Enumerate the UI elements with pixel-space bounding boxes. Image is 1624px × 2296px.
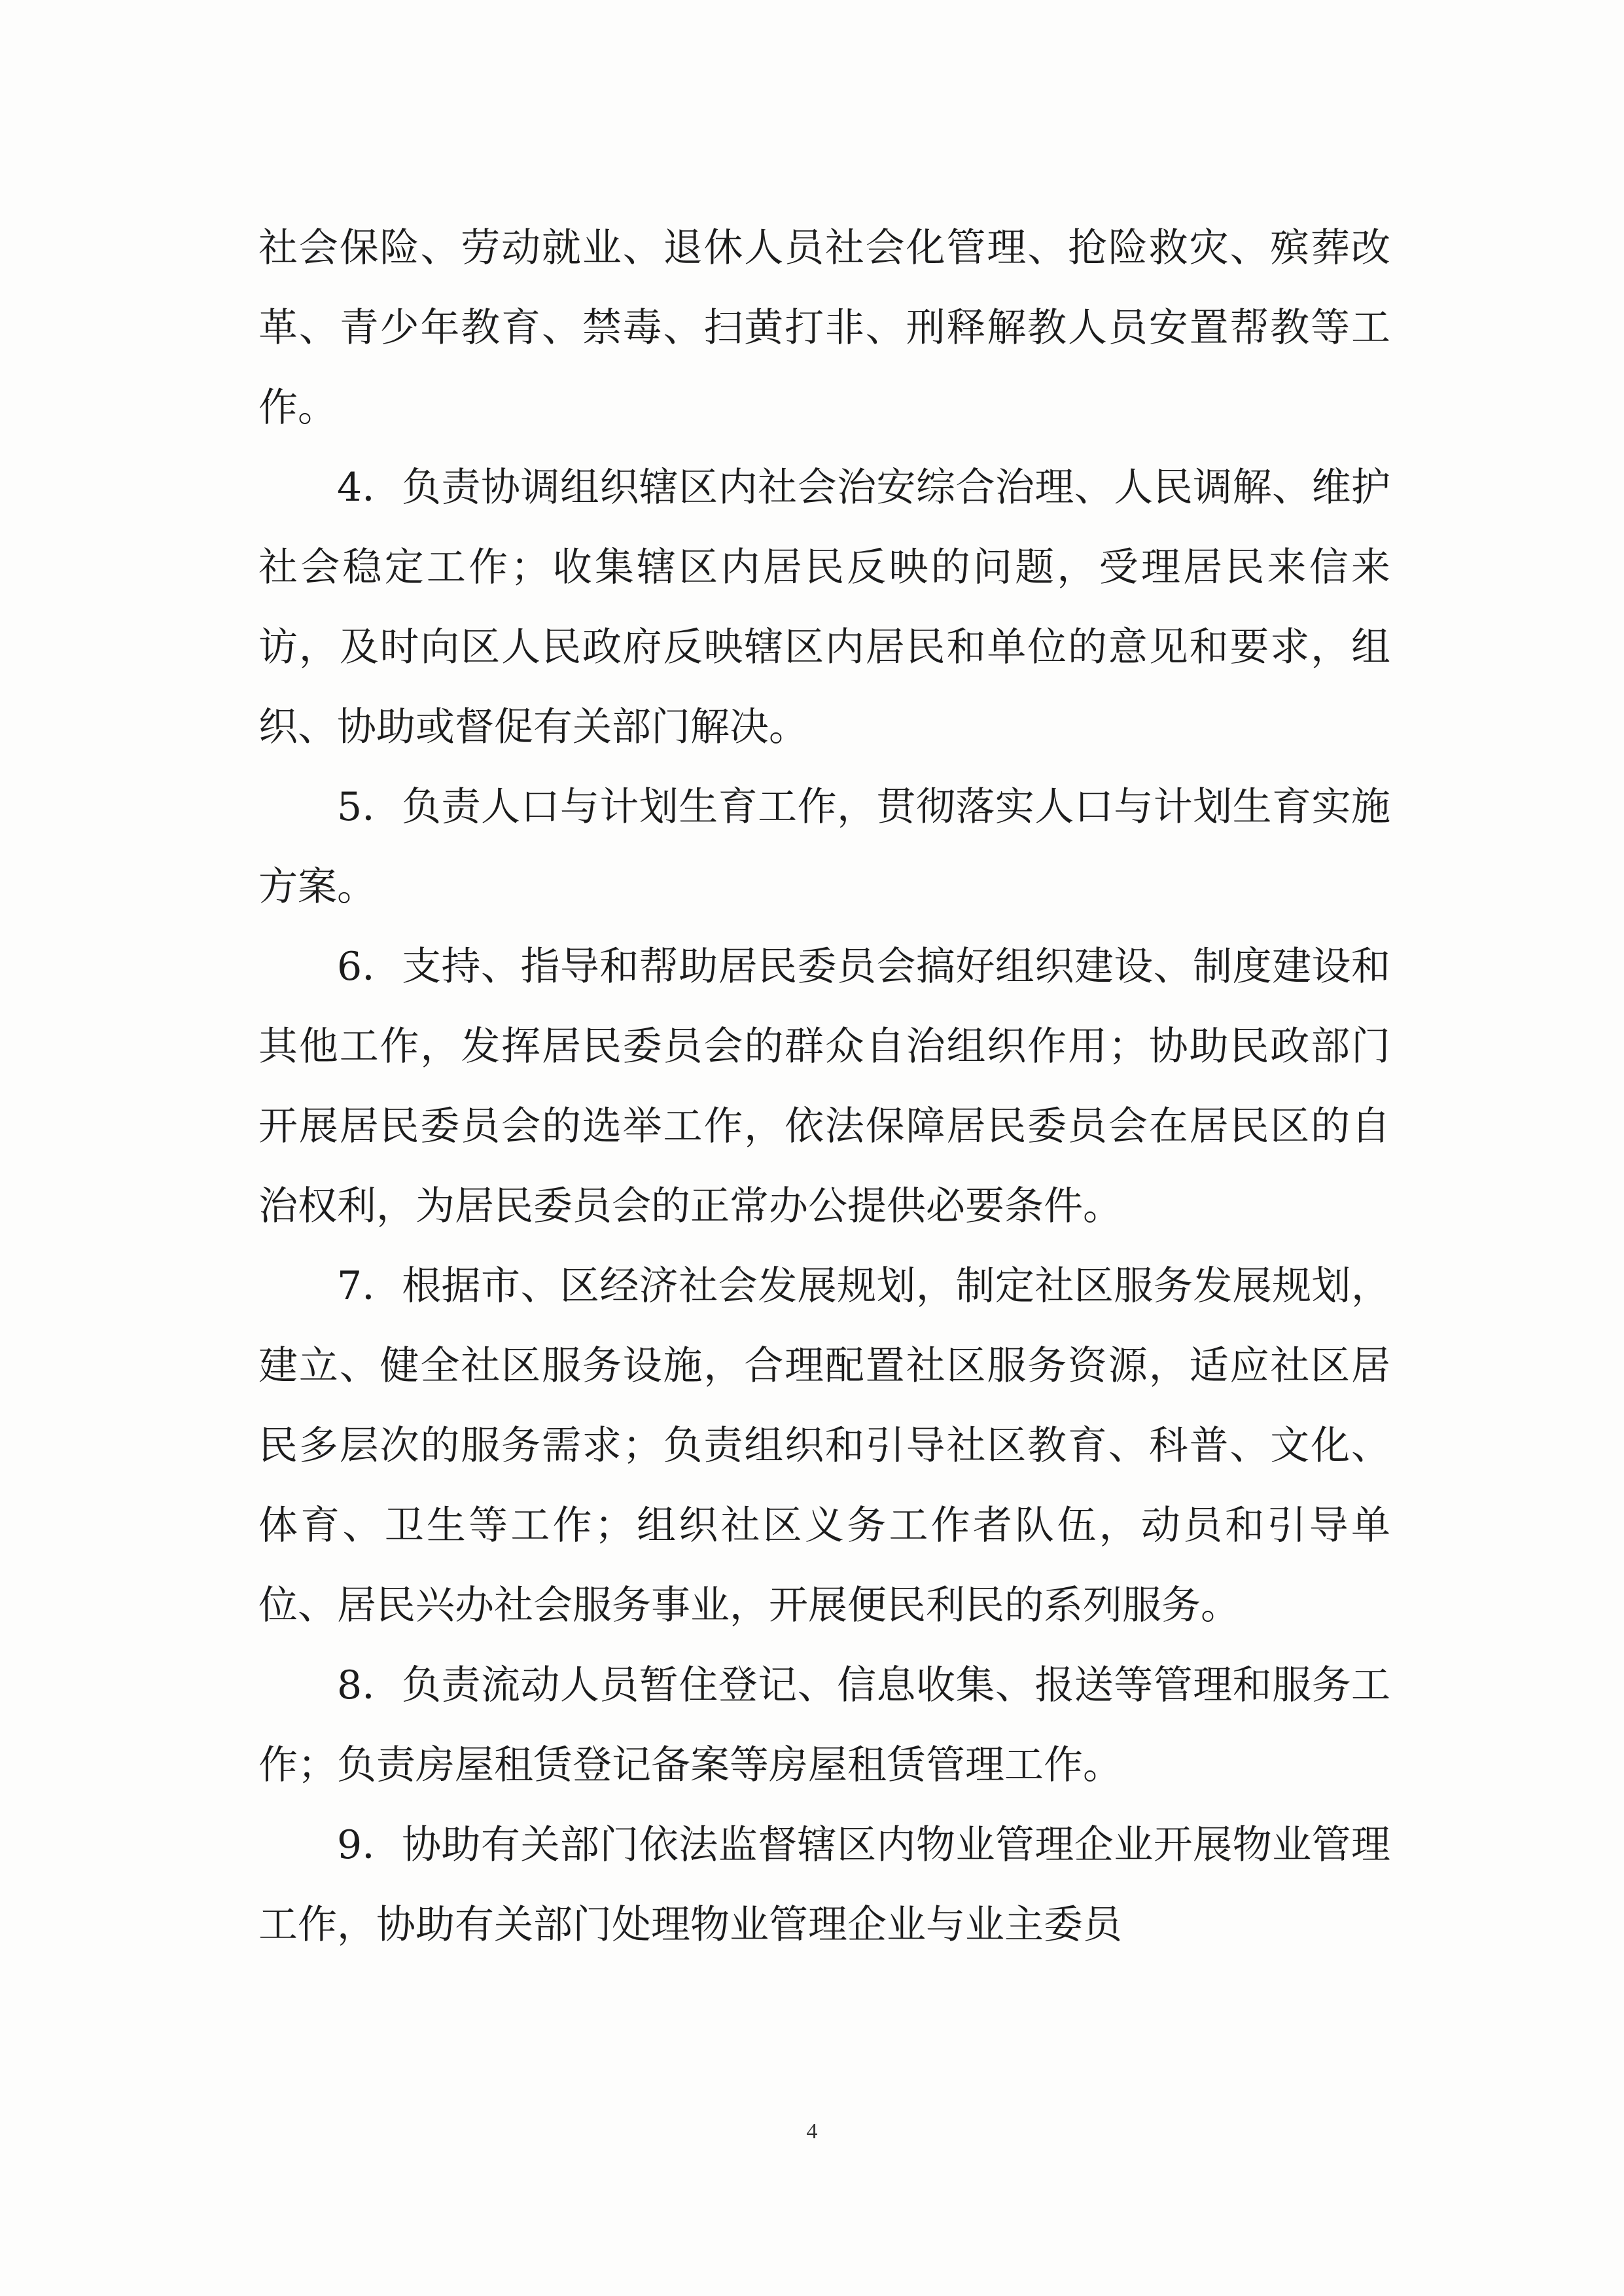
paragraph-item-6: 6．支持、指导和帮助居民委员会搞好组织建设、制度建设和其他工作，发挥居民委员会的群众自治组织作用；协助民政部门开展居民委员会的选举工作，依法保障居民委员会在居民区的自治权利，为居民委员会的正常办公提供必要条件。 — [258, 944, 1390, 1229]
paragraph-item-5: 5．负责人口与计划生育工作，贯彻落实人口与计划生育实施方案。 — [258, 784, 1390, 910]
paragraph-item-4: 4．负责协调组织辖区内社会治安综合治理、人民调解、维护社会稳定工作；收集辖区内居民反映的问题，受理居民来信来访，及时向区人民政府反映辖区内居民和单位的意见和要求，组织、协助或督促有关部门解决。 — [258, 465, 1390, 750]
paragraph-item-7: 7．根据市、区经济社会发展规划，制定社区服务发展规划，建立、健全社区服务设施，合理配置社区服务资源，适应社区居民多层次的服务需求；负责组织和引导社区教育、科普、文化、体育、卫生等工作；组织社区义务工作者队伍，动员和引导单位、居民兴办社会服务事业，开展便民利民的系列服务。 — [258, 1263, 1390, 1628]
paragraph-item-8: 8．负责流动人员暂住登记、信息收集、报送等管理和服务工作；负责房屋租赁登记备案等房屋租赁管理工作。 — [258, 1662, 1390, 1788]
paragraph-item-9: 9．协助有关部门依法监督辖区内物业管理企业开展物业管理工作，协助有关部门处理物业管理企业与业主委员 — [258, 1822, 1390, 1948]
body-text — [258, 208, 1390, 1965]
paragraph-continuation: 社会保险、劳动就业、退休人员社会化管理、抢险救灾、殡葬改革、青少年教育、禁毒、扫黄打非、刑释解教人员安置帮教等工作。 — [258, 225, 1390, 431]
page-number: 4 — [806, 2119, 818, 2144]
